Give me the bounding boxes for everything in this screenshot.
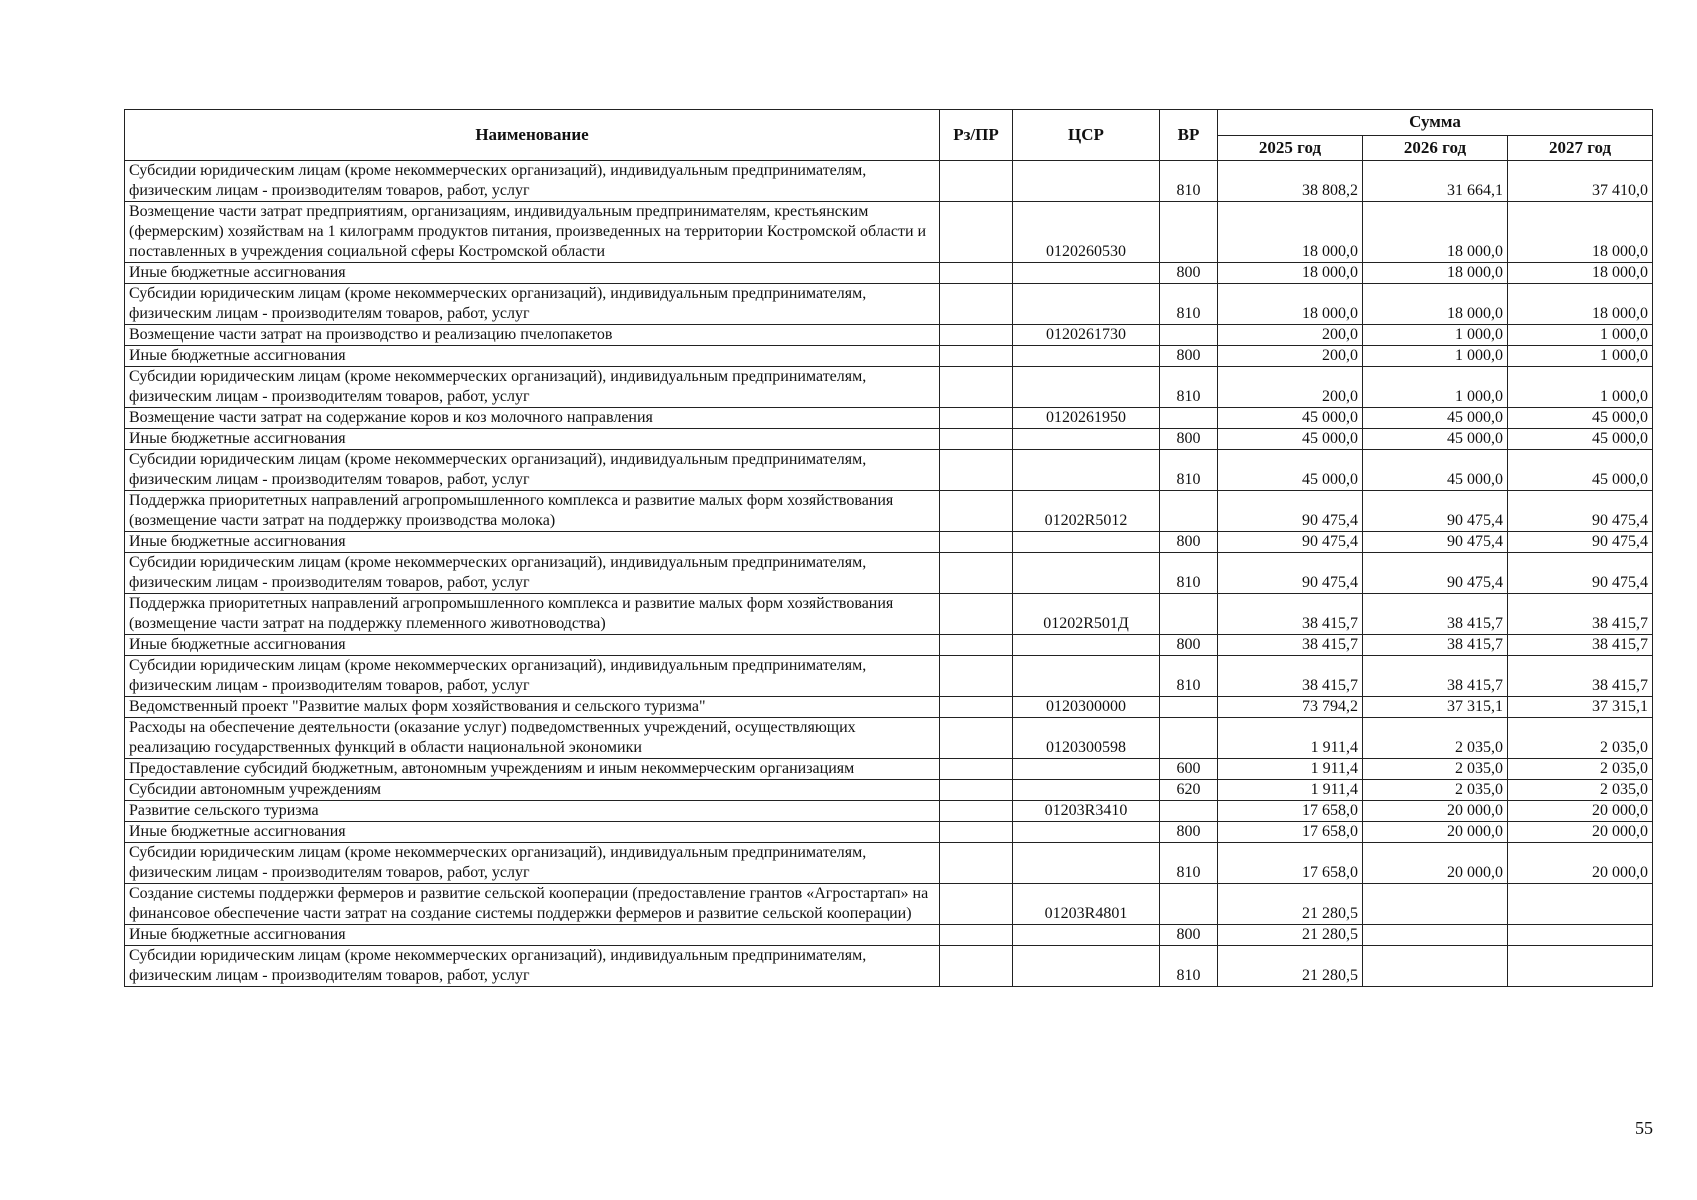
table-header bbox=[125, 110, 1653, 161]
cell-rz bbox=[940, 553, 1013, 594]
cell-2027: 1 000,0 bbox=[1508, 367, 1653, 408]
cell-2026: 45 000,0 bbox=[1363, 429, 1508, 450]
cell-2025: 38 808,2 bbox=[1218, 161, 1363, 202]
cell-2027: 38 415,7 bbox=[1508, 656, 1653, 697]
cell-2025: 18 000,0 bbox=[1218, 263, 1363, 284]
cell-name: Иные бюджетные ассигнования bbox=[125, 532, 940, 553]
cell-2025: 73 794,2 bbox=[1218, 697, 1363, 718]
cell-2027: 90 475,4 bbox=[1508, 553, 1653, 594]
cell-2026 bbox=[1363, 946, 1508, 987]
cell-2027: 2 035,0 bbox=[1508, 718, 1653, 759]
cell-name: Создание системы поддержки фермеров и развитие сельской кооперации (предоставление грантов «Агростартап» на финансовое обеспечение части затрат на создание системы поддержки фермеров и развитие сельской кооперации) bbox=[125, 884, 940, 925]
cell-vr: 800 bbox=[1160, 925, 1218, 946]
cell-vr bbox=[1160, 697, 1218, 718]
cell-name: Субсидии юридическим лицам (кроме некоммерческих организаций), индивидуальным предпринимателям, физическим лицам - производителям товаров, работ, услуг bbox=[125, 946, 940, 987]
table-row bbox=[125, 346, 1653, 367]
table-row bbox=[125, 718, 1653, 759]
table-row bbox=[125, 780, 1653, 801]
cell-rz bbox=[940, 843, 1013, 884]
header-year-2027: 2027 год bbox=[1508, 135, 1653, 161]
cell-2026: 90 475,4 bbox=[1363, 532, 1508, 553]
page-number: 55 bbox=[1635, 1118, 1653, 1138]
cell-vr: 800 bbox=[1160, 263, 1218, 284]
table-row bbox=[125, 884, 1653, 925]
cell-vr: 800 bbox=[1160, 822, 1218, 843]
cell-csr bbox=[1013, 925, 1160, 946]
cell-2025: 45 000,0 bbox=[1218, 408, 1363, 429]
table-row bbox=[125, 697, 1653, 718]
cell-2025: 38 415,7 bbox=[1218, 656, 1363, 697]
table-row bbox=[125, 532, 1653, 553]
cell-2026: 38 415,7 bbox=[1363, 656, 1508, 697]
cell-name: Субсидии юридическим лицам (кроме некоммерческих организаций), индивидуальным предпринимателям, физическим лицам - производителям товаров, работ, услуг bbox=[125, 843, 940, 884]
table-row bbox=[125, 263, 1653, 284]
cell-name: Субсидии юридическим лицам (кроме некоммерческих организаций), индивидуальным предпринимателям, физическим лицам - производителям товаров, работ, услуг bbox=[125, 450, 940, 491]
cell-vr: 810 bbox=[1160, 553, 1218, 594]
cell-name: Иные бюджетные ассигнования bbox=[125, 925, 940, 946]
cell-rz bbox=[940, 161, 1013, 202]
header-year-2025: 2025 год bbox=[1218, 135, 1363, 161]
cell-2027: 90 475,4 bbox=[1508, 491, 1653, 532]
cell-2026: 45 000,0 bbox=[1363, 408, 1508, 429]
table-row bbox=[125, 408, 1653, 429]
cell-name: Поддержка приоритетных направлений агропромышленного комплекса и развитие малых форм хозяйствования (возмещение части затрат на поддержку производства молока) bbox=[125, 491, 940, 532]
table-row bbox=[125, 284, 1653, 325]
cell-name: Субсидии юридическим лицам (кроме некоммерческих организаций), индивидуальным предпринимателям, физическим лицам - производителям товаров, работ, услуг bbox=[125, 161, 940, 202]
cell-2027: 18 000,0 bbox=[1508, 202, 1653, 263]
cell-2025: 18 000,0 bbox=[1218, 284, 1363, 325]
cell-2025: 21 280,5 bbox=[1218, 884, 1363, 925]
header-name: Наименование bbox=[125, 110, 940, 161]
cell-rz bbox=[940, 450, 1013, 491]
table-row bbox=[125, 161, 1653, 202]
cell-2026: 1 000,0 bbox=[1363, 325, 1508, 346]
cell-rz bbox=[940, 656, 1013, 697]
cell-csr: 01203R3410 bbox=[1013, 801, 1160, 822]
table-row bbox=[125, 202, 1653, 263]
table-row bbox=[125, 759, 1653, 780]
cell-csr: 0120300000 bbox=[1013, 697, 1160, 718]
cell-vr bbox=[1160, 884, 1218, 925]
cell-2025: 1 911,4 bbox=[1218, 718, 1363, 759]
cell-name: Ведомственный проект "Развитие малых форм хозяйствования и сельского туризма" bbox=[125, 697, 940, 718]
cell-csr: 0120261730 bbox=[1013, 325, 1160, 346]
cell-2027: 1 000,0 bbox=[1508, 346, 1653, 367]
cell-2027: 37 410,0 bbox=[1508, 161, 1653, 202]
cell-2027 bbox=[1508, 925, 1653, 946]
cell-2027: 20 000,0 bbox=[1508, 843, 1653, 884]
cell-name: Возмещение части затрат на производство и реализацию пчелопакетов bbox=[125, 325, 940, 346]
cell-vr bbox=[1160, 801, 1218, 822]
cell-2026: 18 000,0 bbox=[1363, 284, 1508, 325]
cell-vr: 810 bbox=[1160, 367, 1218, 408]
cell-2026: 18 000,0 bbox=[1363, 202, 1508, 263]
cell-2026: 1 000,0 bbox=[1363, 346, 1508, 367]
cell-rz bbox=[940, 697, 1013, 718]
cell-2027: 45 000,0 bbox=[1508, 408, 1653, 429]
cell-2025: 21 280,5 bbox=[1218, 946, 1363, 987]
cell-2026: 31 664,1 bbox=[1363, 161, 1508, 202]
cell-csr bbox=[1013, 843, 1160, 884]
cell-vr bbox=[1160, 594, 1218, 635]
cell-rz bbox=[940, 325, 1013, 346]
cell-name: Иные бюджетные ассигнования bbox=[125, 822, 940, 843]
cell-2026: 45 000,0 bbox=[1363, 450, 1508, 491]
cell-rz bbox=[940, 594, 1013, 635]
cell-2025: 1 911,4 bbox=[1218, 759, 1363, 780]
cell-2025: 200,0 bbox=[1218, 346, 1363, 367]
cell-vr: 800 bbox=[1160, 532, 1218, 553]
cell-2027: 38 415,7 bbox=[1508, 635, 1653, 656]
cell-2025: 200,0 bbox=[1218, 367, 1363, 408]
cell-rz bbox=[940, 284, 1013, 325]
cell-name: Субсидии юридическим лицам (кроме некоммерческих организаций), индивидуальным предпринимателям, физическим лицам - производителям товаров, работ, услуг bbox=[125, 367, 940, 408]
cell-2026: 90 475,4 bbox=[1363, 553, 1508, 594]
cell-vr: 810 bbox=[1160, 450, 1218, 491]
cell-csr bbox=[1013, 367, 1160, 408]
cell-name: Развитие сельского туризма bbox=[125, 801, 940, 822]
cell-2027: 45 000,0 bbox=[1508, 450, 1653, 491]
table-row bbox=[125, 946, 1653, 987]
cell-csr bbox=[1013, 346, 1160, 367]
header-sum: Сумма bbox=[1218, 110, 1653, 136]
cell-2027: 18 000,0 bbox=[1508, 263, 1653, 284]
cell-2027 bbox=[1508, 946, 1653, 987]
cell-2026 bbox=[1363, 884, 1508, 925]
table-row bbox=[125, 450, 1653, 491]
cell-vr bbox=[1160, 718, 1218, 759]
cell-2026: 20 000,0 bbox=[1363, 801, 1508, 822]
cell-vr: 800 bbox=[1160, 635, 1218, 656]
cell-vr: 810 bbox=[1160, 656, 1218, 697]
cell-csr: 01203R4801 bbox=[1013, 884, 1160, 925]
cell-2027: 2 035,0 bbox=[1508, 759, 1653, 780]
cell-name: Субсидии юридическим лицам (кроме некоммерческих организаций), индивидуальным предпринимателям, физическим лицам - производителям товаров, работ, услуг bbox=[125, 656, 940, 697]
cell-2025: 38 415,7 bbox=[1218, 635, 1363, 656]
table-row bbox=[125, 635, 1653, 656]
cell-name: Субсидии автономным учреждениям bbox=[125, 780, 940, 801]
cell-rz bbox=[940, 759, 1013, 780]
cell-csr: 01202R501Д bbox=[1013, 594, 1160, 635]
cell-vr bbox=[1160, 408, 1218, 429]
cell-vr bbox=[1160, 202, 1218, 263]
cell-csr bbox=[1013, 822, 1160, 843]
header-year-2026: 2026 год bbox=[1363, 135, 1508, 161]
cell-rz bbox=[940, 780, 1013, 801]
cell-2027: 37 315,1 bbox=[1508, 697, 1653, 718]
table-row bbox=[125, 325, 1653, 346]
cell-vr: 810 bbox=[1160, 161, 1218, 202]
cell-vr: 810 bbox=[1160, 946, 1218, 987]
cell-2026: 37 315,1 bbox=[1363, 697, 1508, 718]
cell-name: Субсидии юридическим лицам (кроме некоммерческих организаций), индивидуальным предпринимателям, физическим лицам - производителям товаров, работ, услуг bbox=[125, 553, 940, 594]
cell-csr: 0120300598 bbox=[1013, 718, 1160, 759]
table-row bbox=[125, 925, 1653, 946]
header-csr: ЦСР bbox=[1013, 110, 1160, 161]
cell-2025: 17 658,0 bbox=[1218, 843, 1363, 884]
cell-2025: 18 000,0 bbox=[1218, 202, 1363, 263]
cell-rz bbox=[940, 718, 1013, 759]
budget-table bbox=[124, 109, 1653, 987]
cell-rz bbox=[940, 263, 1013, 284]
cell-2026: 2 035,0 bbox=[1363, 718, 1508, 759]
cell-rz bbox=[940, 408, 1013, 429]
cell-csr bbox=[1013, 635, 1160, 656]
cell-name: Возмещение части затрат предприятиям, организациям, индивидуальным предпринимателям, крестьянским (фермерским) хозяйствам на 1 килограмм продуктов питания, произведенных на территории Костромской области и поставленных в учреждения социальной сферы Костромской области bbox=[125, 202, 940, 263]
cell-2025: 90 475,4 bbox=[1218, 491, 1363, 532]
cell-vr: 600 bbox=[1160, 759, 1218, 780]
cell-2027: 90 475,4 bbox=[1508, 532, 1653, 553]
cell-2025: 90 475,4 bbox=[1218, 553, 1363, 594]
header-vr: ВР bbox=[1160, 110, 1218, 161]
cell-name: Субсидии юридическим лицам (кроме некоммерческих организаций), индивидуальным предпринимателям, физическим лицам - производителям товаров, работ, услуг bbox=[125, 284, 940, 325]
cell-name: Иные бюджетные ассигнования bbox=[125, 635, 940, 656]
cell-csr bbox=[1013, 946, 1160, 987]
table-row bbox=[125, 801, 1653, 822]
table-row bbox=[125, 491, 1653, 532]
cell-2025: 21 280,5 bbox=[1218, 925, 1363, 946]
cell-2025: 38 415,7 bbox=[1218, 594, 1363, 635]
cell-csr bbox=[1013, 532, 1160, 553]
cell-2027: 20 000,0 bbox=[1508, 801, 1653, 822]
cell-vr: 810 bbox=[1160, 843, 1218, 884]
cell-rz bbox=[940, 367, 1013, 408]
cell-name: Расходы на обеспечение деятельности (оказание услуг) подведомственных учреждений, осуществляющих реализацию государственных функций в области национальной экономики bbox=[125, 718, 940, 759]
cell-rz bbox=[940, 884, 1013, 925]
cell-csr bbox=[1013, 780, 1160, 801]
cell-csr bbox=[1013, 161, 1160, 202]
cell-rz bbox=[940, 801, 1013, 822]
cell-2025: 45 000,0 bbox=[1218, 450, 1363, 491]
cell-rz bbox=[940, 822, 1013, 843]
table-row bbox=[125, 843, 1653, 884]
cell-2025: 17 658,0 bbox=[1218, 822, 1363, 843]
cell-2026: 2 035,0 bbox=[1363, 759, 1508, 780]
cell-2027: 2 035,0 bbox=[1508, 780, 1653, 801]
cell-vr: 620 bbox=[1160, 780, 1218, 801]
table-row bbox=[125, 553, 1653, 594]
cell-rz bbox=[940, 346, 1013, 367]
table-row bbox=[125, 594, 1653, 635]
cell-name: Предоставление субсидий бюджетным, автономным учреждениям и иным некоммерческим организациям bbox=[125, 759, 940, 780]
cell-2025: 1 911,4 bbox=[1218, 780, 1363, 801]
cell-csr bbox=[1013, 429, 1160, 450]
table-row bbox=[125, 429, 1653, 450]
cell-2026: 20 000,0 bbox=[1363, 822, 1508, 843]
cell-csr: 01202R5012 bbox=[1013, 491, 1160, 532]
cell-name: Возмещение части затрат на содержание коров и коз молочного направления bbox=[125, 408, 940, 429]
cell-2027 bbox=[1508, 884, 1653, 925]
cell-2025: 90 475,4 bbox=[1218, 532, 1363, 553]
cell-csr bbox=[1013, 284, 1160, 325]
table-row bbox=[125, 822, 1653, 843]
cell-rz bbox=[940, 946, 1013, 987]
table-row bbox=[125, 367, 1653, 408]
cell-2027: 20 000,0 bbox=[1508, 822, 1653, 843]
cell-2026: 38 415,7 bbox=[1363, 594, 1508, 635]
table-body bbox=[125, 161, 1653, 987]
cell-vr bbox=[1160, 325, 1218, 346]
cell-csr bbox=[1013, 263, 1160, 284]
cell-rz bbox=[940, 925, 1013, 946]
cell-vr: 800 bbox=[1160, 429, 1218, 450]
cell-2026: 90 475,4 bbox=[1363, 491, 1508, 532]
cell-2026: 20 000,0 bbox=[1363, 843, 1508, 884]
budget-sheet bbox=[124, 109, 1652, 987]
cell-vr bbox=[1160, 491, 1218, 532]
cell-2026 bbox=[1363, 925, 1508, 946]
cell-csr bbox=[1013, 553, 1160, 594]
cell-2027: 18 000,0 bbox=[1508, 284, 1653, 325]
cell-name: Поддержка приоритетных направлений агропромышленного комплекса и развитие малых форм хозяйствования (возмещение части затрат на поддержку племенного животноводства) bbox=[125, 594, 940, 635]
cell-2025: 200,0 bbox=[1218, 325, 1363, 346]
cell-csr: 0120260530 bbox=[1013, 202, 1160, 263]
cell-2026: 38 415,7 bbox=[1363, 635, 1508, 656]
cell-name: Иные бюджетные ассигнования bbox=[125, 346, 940, 367]
cell-csr bbox=[1013, 450, 1160, 491]
cell-2026: 2 035,0 bbox=[1363, 780, 1508, 801]
header-rz: Рз/ПР bbox=[940, 110, 1013, 161]
cell-2027: 45 000,0 bbox=[1508, 429, 1653, 450]
cell-rz bbox=[940, 491, 1013, 532]
cell-csr bbox=[1013, 759, 1160, 780]
cell-rz bbox=[940, 635, 1013, 656]
cell-name: Иные бюджетные ассигнования bbox=[125, 429, 940, 450]
cell-csr bbox=[1013, 656, 1160, 697]
cell-rz bbox=[940, 532, 1013, 553]
cell-2027: 1 000,0 bbox=[1508, 325, 1653, 346]
cell-rz bbox=[940, 429, 1013, 450]
cell-csr: 0120261950 bbox=[1013, 408, 1160, 429]
cell-2025: 17 658,0 bbox=[1218, 801, 1363, 822]
cell-rz bbox=[940, 202, 1013, 263]
cell-2026: 1 000,0 bbox=[1363, 367, 1508, 408]
table-row bbox=[125, 656, 1653, 697]
cell-name: Иные бюджетные ассигнования bbox=[125, 263, 940, 284]
cell-2025: 45 000,0 bbox=[1218, 429, 1363, 450]
cell-2026: 18 000,0 bbox=[1363, 263, 1508, 284]
cell-vr: 810 bbox=[1160, 284, 1218, 325]
cell-vr: 800 bbox=[1160, 346, 1218, 367]
cell-2027: 38 415,7 bbox=[1508, 594, 1653, 635]
